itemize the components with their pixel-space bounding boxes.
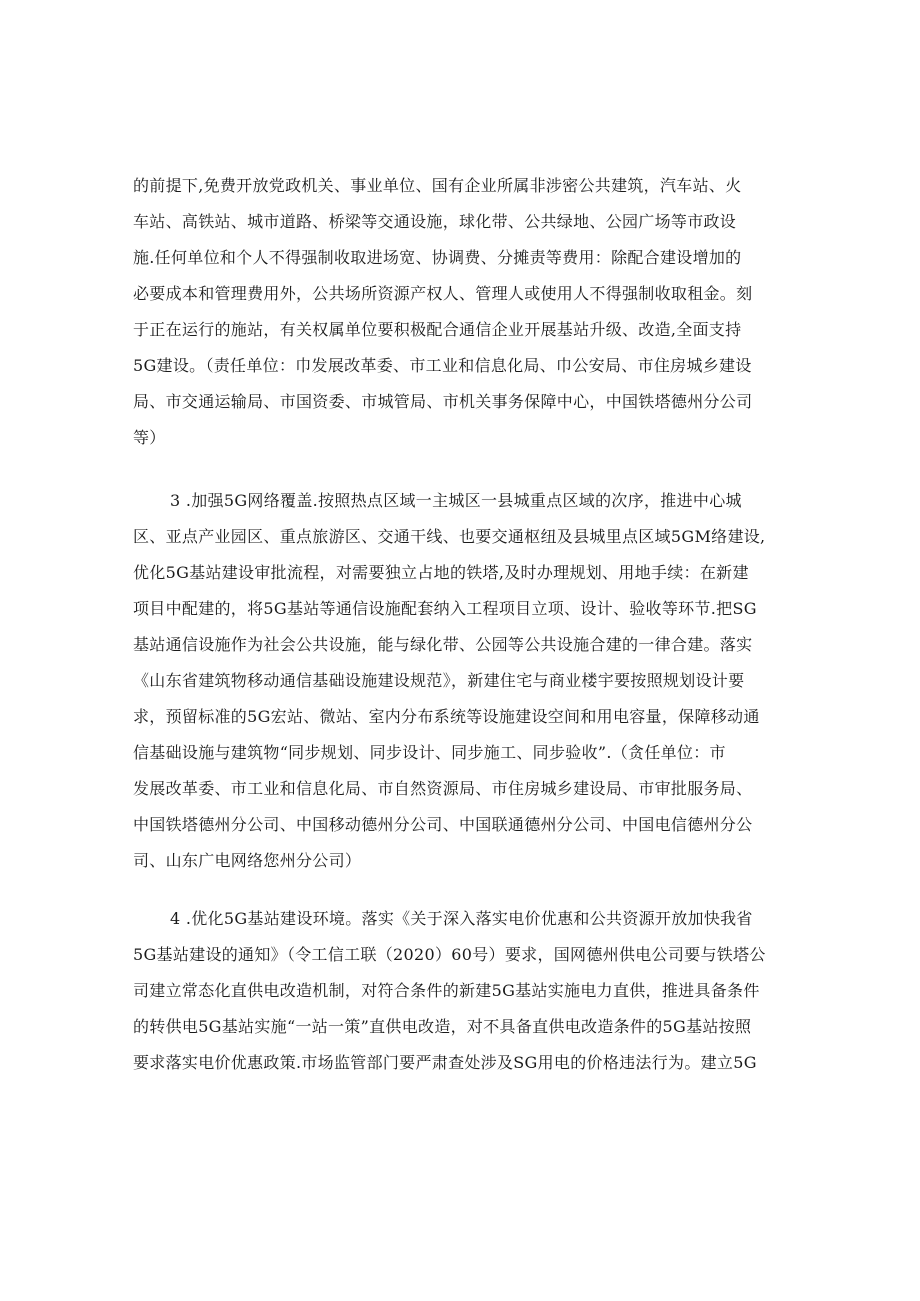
paragraph-line: 优化5G基站建设审批流程，对需要独立占地的铁塔,及时办理规划、用地手续：在新建 bbox=[133, 563, 749, 582]
paragraph-line: 等） bbox=[133, 428, 166, 447]
paragraph-line: 局、市交通运输局、市国资委、市城管局、市机关事务保障中心，中国铁塔德州分公司 bbox=[133, 392, 753, 411]
paragraph-line: 的前提下,免费开放党政机关、事业单位、国有企业所属非涉密公共建筑，汽车站、火 bbox=[133, 176, 742, 195]
section-3-heading-line: 3 .加强5G网络覆盖.按照热点区域一主城区一县城重点区域的次序，推进中心城 bbox=[170, 491, 742, 510]
paragraph-line: 项目中配建的，将5G基站等通信设施配套纳入工程项目立项、设计、验收等环节.把SG bbox=[133, 599, 757, 618]
paragraph-line: 求，预留标准的5G宏站、微站、室内分布系统等设施建设空间和用电容量，保障移动通 bbox=[133, 707, 760, 726]
paragraph-line: 基站通信设施作为社会公共设施，能与绿化带、公园等公共设施合建的一律合建。落实 bbox=[133, 635, 753, 654]
paragraph-line: 5G基站建设的通知》（令工信工联（2020）60号）要求，国网德州供电公司要与铁塔公 bbox=[133, 945, 766, 964]
paragraph-line: 5G建设。（责任单位：巾发展改革委、市工业和信息化局、巾公安局、市住房城乡建设 bbox=[133, 356, 752, 375]
paragraph-line: 于正在运行的施站，有关权属单位要积极配合通信企业开展基站升级、改造,全面支持 bbox=[133, 320, 742, 339]
paragraph-line: 中国铁塔德州分公司、中国移动德州分公司、中国联通德州分公司、中国电信德州分公 bbox=[133, 815, 753, 834]
section-4-heading-line: 4 .优化5G基站建设环境。落实《关于深入落实电价优惠和公共资源开放加快我省 bbox=[170, 909, 753, 928]
paragraph-line: 的转供电5G基站实施“一站一策”直供电改造，对不具备直供电改造条件的5G基站按照 bbox=[133, 1017, 752, 1036]
paragraph-line: 要求落实电价优惠政策.市场监管部门要严肃查处涉及SG用电的价格违法行为。建立5G bbox=[133, 1053, 757, 1072]
paragraph-line: 施.任何单位和个人不得强制收取进场宽、协调费、分摊责等费用：除配合建设增加的 bbox=[133, 248, 742, 267]
paragraph-line: 车站、高铁站、城市道路、桥梁等交通设施，球化带、公共绿地、公园广场等市政设 bbox=[133, 212, 737, 231]
paragraph-line: 司建立常态化直供电改造机制，对符合条件的新建5G基站实施电力直供，推进具备条件 bbox=[133, 981, 760, 1000]
paragraph-line: 区、亚点产业园区、重点旅游区、交通干线、也要交通枢纽及县城里点区域5GM络建设, bbox=[133, 527, 766, 546]
paragraph-line: 必要成本和管理费用外，公共场所资源产权人、管理人或使用人不得强制收取租金。刻 bbox=[133, 284, 753, 303]
paragraph-line: 《山东省建筑物移动通信基础设施建设规范》，新建住宅与商业楼宇要按照规划设计要 bbox=[133, 671, 745, 690]
paragraph-line: 司、山东广电网络您州分公司） bbox=[133, 851, 362, 870]
paragraph-line: 信基础设施与建筑物“同步规划、同步设计、同步施工、同步验收”.（贪任单位：市 bbox=[133, 743, 726, 762]
paragraph-line: 发展改革委、市工业和信息化局、市自然资源局、市住房城乡建设局、市审批服务局、 bbox=[133, 779, 753, 798]
